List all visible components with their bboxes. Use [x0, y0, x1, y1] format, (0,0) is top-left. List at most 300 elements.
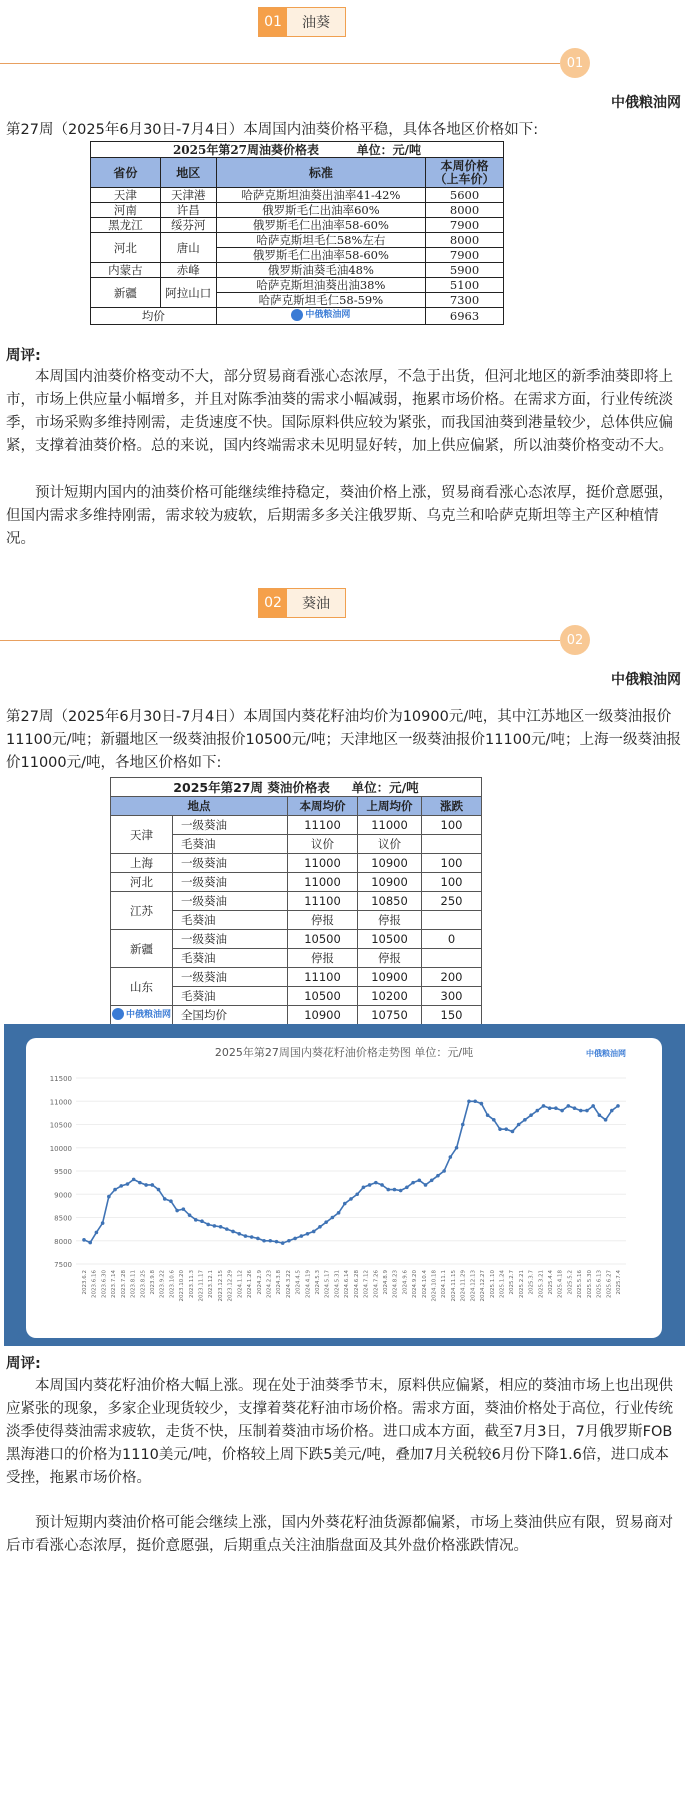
- header-previous: 上周均价: [358, 797, 422, 816]
- data-point: [95, 1231, 99, 1235]
- x-tick-label: 2024.3.8: [276, 1270, 283, 1295]
- cell-standard: 哈萨克斯坦毛仁58-59%: [216, 293, 425, 308]
- data-point: [386, 1188, 390, 1192]
- watermark-text: 中俄粮油网: [125, 1010, 171, 1021]
- x-tick-label: 2024.2.23: [266, 1270, 273, 1298]
- data-point: [436, 1174, 440, 1178]
- cell-previous: 10500: [358, 930, 422, 949]
- data-point: [567, 1104, 571, 1108]
- cell-watermark: [111, 1006, 173, 1025]
- cell-grade: 一级葵油: [173, 930, 288, 949]
- sunflower-oil-price-table: [110, 777, 482, 1025]
- x-tick-label: 2023.9.22: [159, 1270, 166, 1298]
- cell-area: 唐山: [160, 233, 216, 263]
- data-point: [132, 1178, 136, 1182]
- section-2-review-p1: 本周国内葵花籽油价格大幅上涨。现在处于油葵季节末，原料供应偏紧，相应的葵油市场上也出现供应紧张的现象，多家企业现货较少，支撑着葵花籽油市场价格。需求方面，葵油价格处于高位，行业传统淡季使得葵油需求疲软，走货不快，压制着葵油市场价格。进口成本方面，截至7月3日，7月俄罗斯FOB黑海港口的价格为1110美元/吨，价格较上周下跌5美元/吨，叠加7月关税较6月份下降1.6倍，进口成本受挫，拖累市场价格。: [6, 1378, 673, 1486]
- y-tick-label: 11000: [49, 1098, 72, 1107]
- x-tick-label: 2024.9.20: [412, 1270, 419, 1298]
- price-trend-chart: [26, 1038, 662, 1338]
- data-point: [591, 1104, 595, 1108]
- section-2-number: 02: [259, 589, 287, 617]
- cell-current: 11100: [288, 892, 358, 911]
- table-row: [111, 968, 482, 987]
- table-row: [111, 892, 482, 911]
- data-point: [604, 1118, 608, 1122]
- cell-current: 11100: [288, 816, 358, 835]
- y-tick-label: 10500: [49, 1121, 72, 1130]
- cell-grade: 一级葵油: [173, 816, 288, 835]
- data-point: [380, 1183, 384, 1187]
- divider-line: [0, 63, 560, 64]
- data-point: [579, 1109, 583, 1113]
- x-tick-label: 2024.8.23: [392, 1270, 399, 1298]
- data-point: [225, 1227, 229, 1231]
- section-1-review-p1: 本周国内油葵价格变动不大，部分贸易商看涨心态浓厚，不急于出货，但河北地区的新季油葵即将上市，市场上供应量小幅增多，并且对陈季油葵的需求小幅减弱，拖累市场价格。在需求方面，行业传统淡季，市场采购多维持刚需，走货速度不快。国际原料供应较为紧张，而我国油葵到港量较少，总体供应偏紧，支撑着油葵价格。总的来说，国内终端需求未见明显好转，加上供应偏紧，所以油葵价格变动不大。: [6, 369, 673, 454]
- cell-area: 赤峰: [160, 263, 216, 278]
- section-2-circle: 02: [560, 625, 590, 655]
- cell-change: [422, 949, 482, 968]
- data-point: [399, 1189, 403, 1193]
- cell-standard: 哈萨克斯坦毛仁58%左右: [216, 233, 425, 248]
- section-2-review-p2: 预计短期内葵油价格可能会继续上涨，国内外葵花籽油货源都偏紧，市场上葵油供应有限，贸易商对后市看涨心态浓厚，挺价意愿强，后期重点关注油脂盘面及其外盘价格涨跌情况。: [6, 1515, 673, 1554]
- cell-location: 河北: [111, 873, 173, 892]
- data-point: [287, 1239, 291, 1243]
- cell-change: 300: [422, 987, 482, 1006]
- table-row: [111, 873, 482, 892]
- header-location: 地点: [111, 797, 288, 816]
- table-row: [91, 233, 504, 248]
- cell-area: 阿拉山口: [160, 278, 216, 308]
- data-point: [293, 1237, 297, 1241]
- cell-current: 停报: [288, 949, 358, 968]
- x-tick-label: 2025.4.4: [548, 1270, 555, 1295]
- cell-change: 250: [422, 892, 482, 911]
- data-point: [517, 1123, 521, 1127]
- data-point: [585, 1109, 589, 1113]
- header-area: 地区: [160, 158, 216, 188]
- data-point: [511, 1130, 515, 1134]
- cell-previous: 10900: [358, 968, 422, 987]
- cell-price: 8000: [426, 233, 504, 248]
- header-price-line1: 本周价格: [440, 158, 489, 173]
- x-tick-label: 2024.5.17: [324, 1270, 331, 1298]
- data-point: [324, 1220, 328, 1224]
- x-tick-label: 2023.9.8: [149, 1270, 156, 1295]
- x-tick-label: 2024.6.28: [353, 1270, 360, 1298]
- y-tick-label: 9000: [54, 1191, 72, 1200]
- x-tick-label: 2025.3.7: [528, 1270, 535, 1295]
- x-tick-label: 2024.1.12: [237, 1270, 244, 1298]
- table-row: [91, 278, 504, 293]
- data-point: [523, 1118, 527, 1122]
- cell-standard: 哈萨克斯坦油葵出油38%: [216, 278, 425, 293]
- x-tick-label: 2023.6.2: [82, 1270, 88, 1295]
- cell-grade: 一级葵油: [173, 968, 288, 987]
- x-tick-label: 2024.11.15: [450, 1270, 457, 1302]
- header-price-line2: （上车价）: [434, 171, 495, 186]
- data-point: [337, 1211, 341, 1215]
- cell-current: 议价: [288, 835, 358, 854]
- cell-avg-label: 全国均价: [173, 1006, 288, 1025]
- x-tick-label: 2024.12.27: [480, 1270, 487, 1302]
- chart-watermark: 中俄粮油网: [586, 1049, 626, 1058]
- section-2-header: [0, 585, 689, 695]
- x-tick-label: 2024.5.3: [315, 1270, 322, 1295]
- data-point: [486, 1113, 490, 1117]
- x-tick-label: 2023.7.14: [111, 1270, 118, 1298]
- data-point: [262, 1239, 266, 1243]
- section-1-label: 油葵: [287, 8, 345, 36]
- data-point: [250, 1235, 254, 1239]
- header-change: 涨跌: [422, 797, 482, 816]
- x-tick-label: 2025.5.2: [567, 1270, 574, 1295]
- x-tick-label: 2023.8.25: [140, 1270, 147, 1298]
- cell-change: [422, 911, 482, 930]
- cell-change: 200: [422, 968, 482, 987]
- logo-icon: [291, 309, 303, 321]
- x-tick-label: 2024.4.5: [295, 1270, 302, 1295]
- x-tick-label: 2023.10.20: [179, 1270, 186, 1302]
- cell-avg-previous: 10750: [358, 1006, 422, 1025]
- section-2-label: 葵油: [287, 589, 345, 617]
- x-tick-label: 2023.6.30: [101, 1270, 108, 1298]
- data-point: [405, 1185, 409, 1189]
- data-point: [461, 1123, 465, 1127]
- data-point: [554, 1106, 558, 1110]
- cell-previous: 停报: [358, 911, 422, 930]
- watermark-logo: [291, 308, 350, 322]
- data-point: [498, 1127, 502, 1131]
- data-point: [455, 1146, 459, 1150]
- data-point: [256, 1237, 260, 1241]
- data-point: [424, 1183, 428, 1187]
- table-row-average: [111, 1006, 482, 1025]
- y-tick-label: 9500: [54, 1168, 72, 1176]
- data-point: [138, 1181, 142, 1185]
- cell-current: 11100: [288, 968, 358, 987]
- x-tick-label: 2024.3.22: [285, 1270, 292, 1298]
- section-1-review-label: 周评:: [6, 348, 41, 364]
- section-1-badge: [258, 7, 346, 37]
- header-current: 本周均价: [288, 797, 358, 816]
- data-point: [101, 1221, 105, 1225]
- section-1-header: [0, 0, 689, 120]
- x-tick-label: 2023.12.29: [227, 1270, 234, 1302]
- table-row: [91, 218, 504, 233]
- cell-current: 11000: [288, 873, 358, 892]
- watermark-text: 中俄粮油网: [305, 310, 351, 320]
- cell-standard: 俄罗斯毛仁出油率58-60%: [216, 248, 425, 263]
- cell-standard: 俄罗斯毛仁出油率58-60%: [216, 218, 425, 233]
- data-point: [268, 1239, 272, 1243]
- cell-standard: 俄罗斯油葵毛油48%: [216, 263, 425, 278]
- data-point: [535, 1109, 539, 1113]
- data-point: [368, 1183, 372, 1187]
- data-point: [231, 1230, 235, 1234]
- price-trend-chart-frame: [4, 1024, 685, 1346]
- data-point: [126, 1182, 130, 1186]
- cell-change: 0: [422, 930, 482, 949]
- cell-current: 10500: [288, 930, 358, 949]
- x-tick-label: 2025.1.24: [499, 1270, 506, 1298]
- y-tick-label: 8000: [54, 1237, 72, 1246]
- cell-grade: 一级葵油: [173, 854, 288, 873]
- cell-province: 新疆: [91, 278, 161, 308]
- data-point: [169, 1199, 173, 1203]
- data-point: [442, 1169, 446, 1173]
- data-point: [473, 1099, 477, 1103]
- y-tick-label: 8500: [54, 1214, 72, 1223]
- data-point: [349, 1197, 353, 1201]
- x-tick-label: 2024.6.14: [344, 1270, 351, 1298]
- x-tick-label: 2025.5.30: [586, 1270, 593, 1298]
- chart-title: 2025年第27周国内葵花籽油价格走势图 单位：元/吨: [214, 1046, 474, 1059]
- data-point: [610, 1109, 614, 1113]
- data-point: [275, 1240, 279, 1244]
- cell-price: 7300: [426, 293, 504, 308]
- cell-area: 绥芬河: [160, 218, 216, 233]
- cell-grade: 毛葵油: [173, 949, 288, 968]
- data-point: [374, 1181, 378, 1185]
- data-point: [151, 1183, 155, 1187]
- data-point: [107, 1195, 111, 1199]
- x-tick-label: 2024.2.9: [256, 1270, 263, 1295]
- data-point: [560, 1109, 564, 1113]
- x-tick-label: 2024.8.9: [382, 1270, 389, 1295]
- cell-current: 停报: [288, 911, 358, 930]
- section-2-badge: [258, 588, 346, 618]
- data-point: [206, 1223, 210, 1227]
- cell-previous: 议价: [358, 835, 422, 854]
- cell-change: 100: [422, 854, 482, 873]
- data-point: [598, 1113, 602, 1117]
- cell-avg-current: 10900: [288, 1006, 358, 1025]
- cell-province: 黑龙江: [91, 218, 161, 233]
- cell-price: 5600: [426, 188, 504, 203]
- x-tick-label: 2023.12.1: [208, 1270, 215, 1298]
- section-1-intro: 第27周（2025年6月30日-7月4日）本周国内油葵价格平稳，具体各地区价格如下:: [6, 122, 539, 138]
- data-point: [157, 1188, 161, 1192]
- data-point: [163, 1197, 167, 1201]
- x-tick-label: 2024.10.4: [421, 1270, 428, 1298]
- cell-change: [422, 835, 482, 854]
- x-tick-label: 2023.10.6: [169, 1270, 176, 1298]
- cell-grade: 一级葵油: [173, 873, 288, 892]
- cell-location: 天津: [111, 816, 173, 854]
- table-unit: 单位：元/吨: [356, 142, 422, 157]
- x-tick-label: 2025.6.13: [596, 1270, 603, 1298]
- table-row-average: [91, 308, 504, 325]
- cell-change: 100: [422, 816, 482, 835]
- series-line: [84, 1101, 618, 1243]
- data-point: [430, 1179, 434, 1183]
- y-tick-label: 11500: [49, 1075, 72, 1083]
- section-2-review-label: 周评:: [6, 1356, 41, 1372]
- x-tick-label: 2023.7.28: [120, 1270, 127, 1298]
- x-tick-label: 2025.7.4: [616, 1270, 622, 1295]
- logo-icon: [112, 1008, 124, 1020]
- cell-price: 8000: [426, 203, 504, 218]
- x-tick-label: 2025.1.10: [489, 1270, 496, 1298]
- data-point: [244, 1234, 248, 1238]
- brand-name: 中俄粮油网: [611, 672, 681, 688]
- data-point: [113, 1188, 117, 1192]
- data-point: [480, 1102, 484, 1106]
- sunflower-seed-price-table: [90, 141, 504, 325]
- data-point: [418, 1179, 422, 1183]
- x-tick-label: 2024.5.31: [334, 1270, 341, 1298]
- cell-previous: 10850: [358, 892, 422, 911]
- table-title: [111, 778, 482, 797]
- cell-previous: 10200: [358, 987, 422, 1006]
- x-tick-label: 2023.6.16: [91, 1270, 98, 1298]
- data-point: [573, 1106, 577, 1110]
- table-unit: 单位：元/吨: [351, 780, 419, 795]
- data-point: [144, 1183, 148, 1187]
- cell-previous: 10900: [358, 854, 422, 873]
- x-tick-label: 2025.5.16: [577, 1270, 584, 1298]
- x-tick-label: 2025.6.27: [606, 1270, 613, 1298]
- x-tick-label: 2024.7.26: [373, 1270, 380, 1298]
- header-province: 省份: [91, 158, 161, 188]
- x-tick-label: 2024.9.6: [402, 1270, 409, 1295]
- table-row: [111, 854, 482, 873]
- table-row: [91, 263, 504, 278]
- data-point: [312, 1230, 316, 1234]
- data-point: [393, 1188, 397, 1192]
- table-row: [111, 816, 482, 835]
- cell-avg-value: 6963: [426, 308, 504, 325]
- data-point: [219, 1225, 223, 1229]
- data-point: [237, 1232, 241, 1236]
- cell-province: 天津: [91, 188, 161, 203]
- divider-line: [0, 640, 560, 641]
- section-1-number: 01: [259, 8, 287, 36]
- cell-price: 7900: [426, 248, 504, 263]
- data-point: [542, 1104, 546, 1108]
- x-tick-label: 2024.1.26: [247, 1270, 254, 1298]
- data-point: [529, 1113, 533, 1117]
- brand-name: 中俄粮油网: [611, 95, 681, 111]
- data-point: [82, 1238, 86, 1242]
- section-1-review-p2: 预计短期内国内的油葵价格可能继续维持稳定，葵油价格上涨，贸易商看涨心态浓厚，挺价意愿强，但国内需求多维持刚需，需求较为疲软，后期需多多关注俄罗斯、乌克兰和哈萨克斯坦等主产区种植情况。: [6, 485, 673, 547]
- cell-location: 上海: [111, 854, 173, 873]
- section-2-intro: 第27周（2025年6月30日-7月4日）本周国内葵花籽油均价为10900元/吨，其中江苏地区一级葵油报价11100元/吨；新疆地区一级葵油报价10500元/吨；天津地区一级葵油报价11100元/吨；上海一级葵油报价11000元/吨，各地区价格如下:: [6, 709, 682, 771]
- x-tick-label: 2024.12.13: [470, 1270, 477, 1302]
- data-point: [318, 1225, 322, 1229]
- cell-previous: 11000: [358, 816, 422, 835]
- y-tick-label: 10000: [49, 1144, 72, 1153]
- data-point: [362, 1185, 366, 1189]
- cell-price: 5100: [426, 278, 504, 293]
- data-point: [213, 1224, 217, 1228]
- data-point: [194, 1218, 198, 1222]
- cell-area: 天津港: [160, 188, 216, 203]
- data-point: [175, 1209, 179, 1213]
- cell-grade: 一级葵油: [173, 892, 288, 911]
- table-title-text: 2025年第27周 葵油价格表: [173, 780, 330, 795]
- cell-avg-change: 150: [422, 1006, 482, 1025]
- cell-grade: 毛葵油: [173, 987, 288, 1006]
- x-tick-label: 2024.11.1: [441, 1270, 448, 1298]
- cell-avg-label: 均价: [91, 308, 217, 325]
- cell-province: 内蒙古: [91, 263, 161, 278]
- data-point: [331, 1216, 335, 1220]
- cell-previous: 10900: [358, 873, 422, 892]
- x-tick-label: 2023.12.15: [217, 1270, 224, 1302]
- cell-previous: 停报: [358, 949, 422, 968]
- table-title: [91, 142, 504, 158]
- data-point: [449, 1155, 453, 1159]
- cell-area: 许昌: [160, 203, 216, 218]
- table-title-text: 2025年第27周油葵价格表: [172, 142, 320, 157]
- header-standard: 标准: [216, 158, 425, 188]
- y-tick-label: 7500: [54, 1261, 72, 1269]
- data-point: [504, 1127, 508, 1131]
- header-price: [426, 158, 504, 188]
- cell-location: 江苏: [111, 892, 173, 930]
- data-point: [548, 1106, 552, 1110]
- cell-grade: 毛葵油: [173, 911, 288, 930]
- data-point: [300, 1234, 304, 1238]
- cell-location: 山东: [111, 968, 173, 1006]
- cell-province: 河南: [91, 203, 161, 218]
- data-point: [88, 1241, 92, 1245]
- data-point: [492, 1118, 496, 1122]
- x-tick-label: 2024.4.19: [305, 1270, 312, 1298]
- price-trend-chart-card: [26, 1038, 662, 1338]
- x-tick-label: 2024.7.12: [363, 1270, 370, 1298]
- data-point: [188, 1213, 192, 1217]
- cell-price: 5900: [426, 263, 504, 278]
- cell-current: 10500: [288, 987, 358, 1006]
- x-tick-label: 2023.11.3: [188, 1270, 195, 1298]
- cell-standard: 哈萨克斯坦油葵出油率41-42%: [216, 188, 425, 203]
- cell-province: 河北: [91, 233, 161, 263]
- cell-price: 7900: [426, 218, 504, 233]
- cell-location: 新疆: [111, 930, 173, 968]
- data-point: [616, 1104, 620, 1108]
- data-point: [411, 1181, 415, 1185]
- data-point: [306, 1232, 310, 1236]
- x-tick-label: 2025.4.18: [557, 1270, 564, 1298]
- table-row: [91, 203, 504, 218]
- data-point: [182, 1207, 186, 1211]
- x-tick-label: 2023.8.11: [130, 1270, 137, 1298]
- data-point: [343, 1202, 347, 1206]
- data-point: [119, 1184, 123, 1188]
- x-tick-label: 2025.2.21: [518, 1270, 525, 1298]
- cell-change: 100: [422, 873, 482, 892]
- table-row: [111, 930, 482, 949]
- data-point: [467, 1099, 471, 1103]
- x-tick-label: 2025.3.21: [538, 1270, 545, 1298]
- x-tick-label: 2023.11.17: [198, 1270, 205, 1302]
- cell-grade: 毛葵油: [173, 835, 288, 854]
- watermark-logo: [112, 1007, 171, 1020]
- cell-watermark: [216, 308, 425, 325]
- cell-current: 11000: [288, 854, 358, 873]
- cell-standard: 俄罗斯毛仁出油率60%: [216, 203, 425, 218]
- table-row: [91, 188, 504, 203]
- x-tick-label: 2025.2.7: [509, 1270, 516, 1295]
- x-tick-label: 2024.10.18: [431, 1270, 438, 1302]
- section-1-circle: 01: [560, 48, 590, 78]
- x-tick-label: 2024.11.29: [460, 1270, 467, 1302]
- data-point: [281, 1241, 285, 1245]
- data-point: [355, 1192, 359, 1196]
- data-point: [200, 1219, 204, 1223]
